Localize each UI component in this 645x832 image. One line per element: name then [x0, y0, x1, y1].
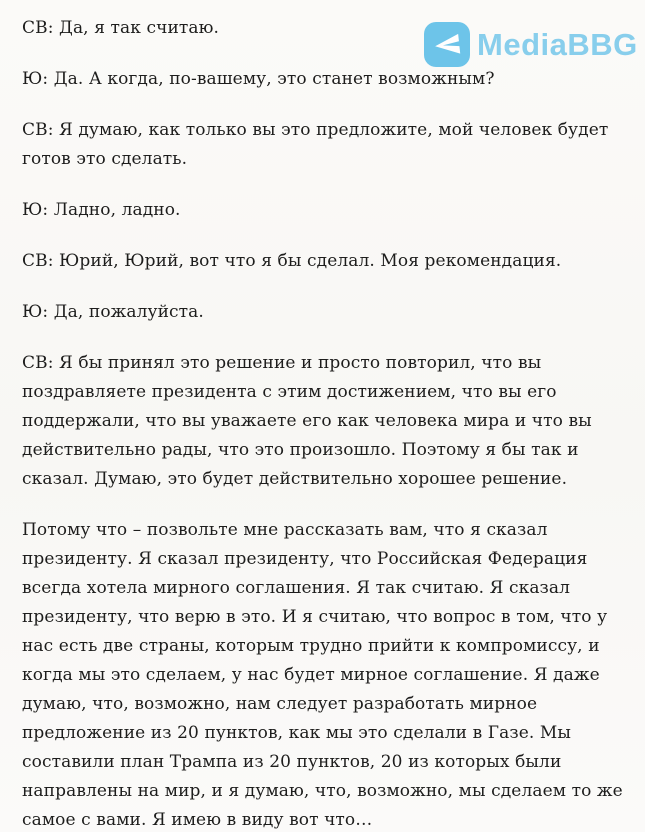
transcript-body [22, 14, 626, 832]
transcript-paragraph: СВ: Да, я так считаю. [22, 18, 220, 38]
watermark-brand-text: MediaBBG [477, 27, 638, 62]
transcript-paragraph: Ю: Да, пожалуйста. [22, 302, 204, 322]
transcript-paragraph: Потому что – позвольте мне рассказать вам, что я сказал президенту. Я сказал президенту, что Российская Федерация всегда хотела мирного соглашения. Я так считаю. Я сказал президенту, что верю в это. И я считаю, что вопрос в том, что у нас есть две страны, которым трудно прийти к компромиссу, и когда мы это сделаем, у нас будет мирное соглашение. Я даже думаю, что, возможно, нам следует разработать мирное предложение из 20 пунктов, как мы это сделали в Газе. Мы составили план Трампа из 20 пунктов, 20 из которых были направлены на мир, и я думаю, что, возможно, мы сделаем то же самое с вами. Я имею в виду вот что… [22, 520, 623, 830]
transcript-paragraph: СВ: Я бы принял это решение и просто повторил, что вы поздравляете президента с этим достижением, что вы его поддержали, что вы уважаете его как человека мира и что вы действительно рады, что это произошло. Поэтому я бы так и сказал. Думаю, это будет действительно хорошее решение. [22, 353, 592, 489]
transcript-paragraph: Ю: Ладно, ладно. [22, 200, 181, 220]
transcript-paragraph: СВ: Юрий, Юрий, вот что я бы сделал. Моя рекомендация. [22, 251, 562, 271]
transcript-paragraph: Ю: Да. А когда, по-вашему, это станет возможным? [22, 69, 495, 89]
transcript-paragraph: СВ: Я думаю, как только вы это предложите, мой человек будет готов это сделать. [22, 120, 609, 169]
